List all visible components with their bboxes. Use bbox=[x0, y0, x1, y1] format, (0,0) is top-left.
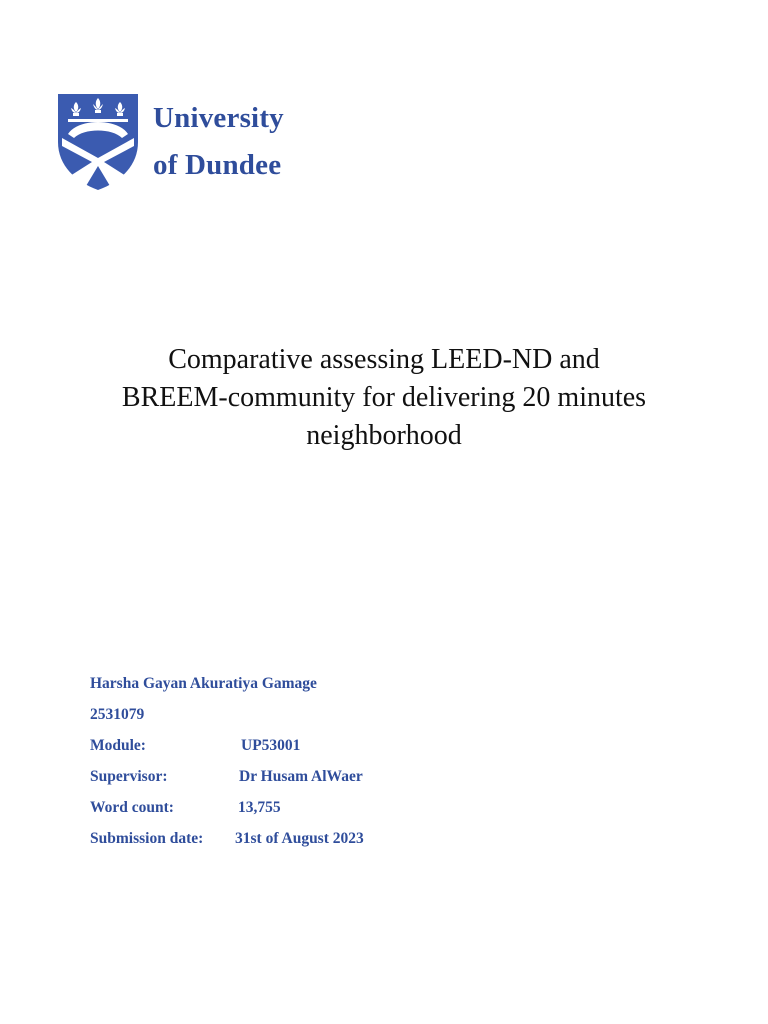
word-count-value: 13,755 bbox=[238, 799, 281, 816]
university-name-line1: University bbox=[153, 102, 284, 134]
submission-date-value: 31st of August 2023 bbox=[235, 830, 364, 847]
supervisor-label: Supervisor: bbox=[90, 768, 168, 785]
university-shield-icon bbox=[56, 92, 140, 192]
module-row bbox=[90, 735, 364, 766]
module-value: UP53001 bbox=[241, 737, 301, 754]
submission-details bbox=[90, 673, 364, 859]
supervisor-value: Dr Husam AlWaer bbox=[239, 768, 363, 785]
university-name bbox=[153, 95, 284, 189]
student-id: 2531079 bbox=[90, 706, 145, 723]
submission-date-label: Submission date: bbox=[90, 830, 204, 847]
document-title bbox=[40, 341, 728, 455]
module-label: Module: bbox=[90, 737, 146, 754]
word-count-row bbox=[90, 797, 364, 828]
title-line2: BREEM-community for delivering 20 minutes bbox=[121, 382, 647, 413]
title-line3: neighborhood bbox=[306, 420, 462, 451]
supervisor-row bbox=[90, 766, 364, 797]
university-name-line2: of Dundee bbox=[153, 149, 282, 181]
submission-date-row bbox=[90, 828, 364, 859]
word-count-label: Word count: bbox=[90, 799, 174, 816]
title-line1: Comparative assessing LEED-ND and bbox=[168, 344, 600, 375]
author-name: Harsha Gayan Akuratiya Gamage bbox=[90, 675, 317, 692]
university-logo bbox=[56, 92, 284, 192]
